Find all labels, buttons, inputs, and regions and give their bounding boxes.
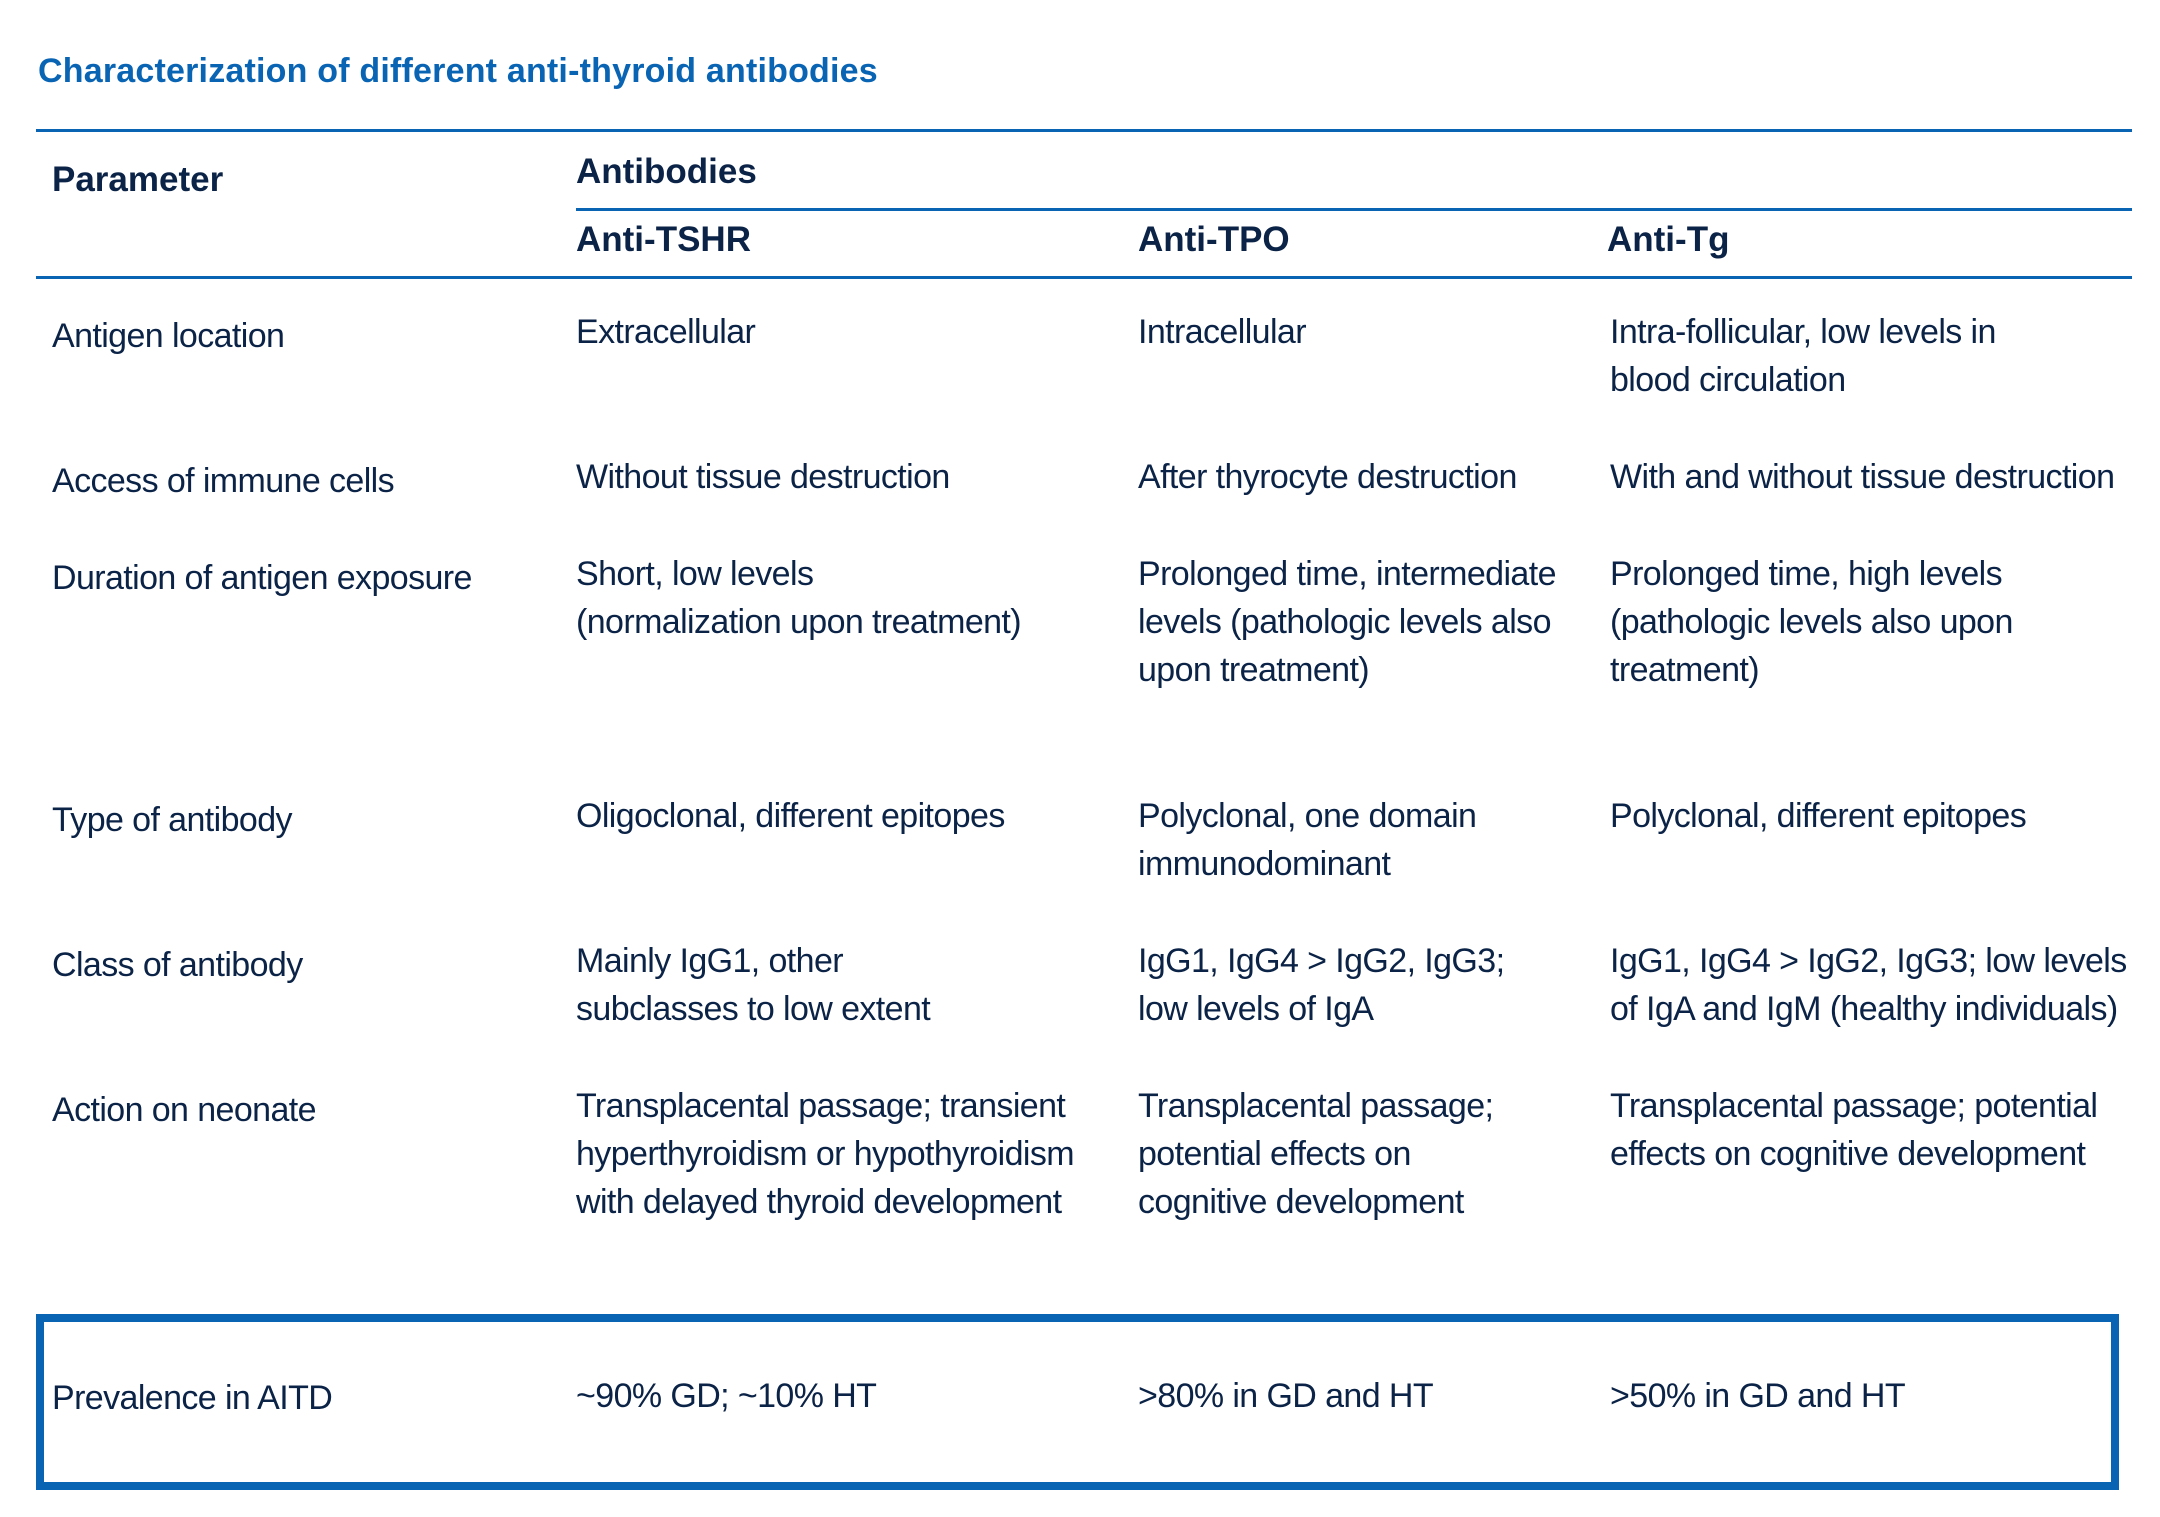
cell-anti-tpo: IgG1, IgG4 > IgG2, IgG3; low levels of IgA	[1138, 942, 1505, 1028]
cell-parameter: Type of antibody	[52, 801, 292, 839]
cell-anti-tg: Intra-follicular, low levels in blood circulation	[1610, 313, 1996, 399]
header-anti-tpo: Anti-TPO	[1138, 220, 1290, 259]
cell-anti-tg: Prolonged time, high levels (pathologic levels also upon treatment)	[1610, 555, 2013, 689]
cell-anti-tpo: Transplacental passage; potential effects on cognitive development	[1138, 1087, 1494, 1221]
cell-parameter: Duration of antigen exposure	[52, 559, 472, 597]
header-parameter: Parameter	[52, 160, 224, 199]
cell-anti-tshr: Oligoclonal, different epitopes	[576, 797, 1005, 835]
cell-parameter: Prevalence in AITD	[52, 1379, 333, 1417]
cell-parameter: Class of antibody	[52, 946, 303, 984]
top-rule	[36, 129, 2132, 132]
header-anti-tshr: Anti-TSHR	[576, 220, 751, 259]
cell-anti-tg: With and without tissue destruction	[1610, 458, 2115, 496]
cell-anti-tg: Transplacental passage; potential effects on cognitive development	[1610, 1087, 2098, 1173]
cell-anti-tpo: >80% in GD and HT	[1138, 1377, 1434, 1415]
cell-anti-tg: >50% in GD and HT	[1610, 1377, 1906, 1415]
cell-anti-tg: Polyclonal, different epitopes	[1610, 797, 2027, 835]
cell-anti-tshr: Mainly IgG1, other subclasses to low extent	[576, 942, 931, 1028]
header-anti-tg: Anti-Tg	[1607, 220, 1730, 259]
header-antibodies: Antibodies	[576, 152, 757, 191]
cell-anti-tpo: Prolonged time, intermediate levels (pathologic levels also upon treatment)	[1138, 555, 1556, 689]
table-title: Characterization of different anti-thyroid antibodies	[38, 52, 878, 90]
cell-anti-tshr: Extracellular	[576, 313, 756, 351]
cell-anti-tpo: After thyrocyte destruction	[1138, 458, 1517, 496]
antibodies-rule	[576, 208, 2132, 211]
cell-anti-tshr: ~90% GD; ~10% HT	[576, 1377, 877, 1415]
cell-anti-tshr: Without tissue destruction	[576, 458, 950, 496]
cell-anti-tpo: Polyclonal, one domain immunodominant	[1138, 797, 1477, 883]
header-bottom-rule	[36, 276, 2132, 279]
cell-anti-tshr: Short, low levels (normalization upon treatment)	[576, 555, 1022, 641]
cell-anti-tpo: Intracellular	[1138, 313, 1306, 351]
cell-parameter: Action on neonate	[52, 1091, 316, 1129]
cell-anti-tshr: Transplacental passage; transient hyperthyroidism or hypothyroidism with delayed thyroid development	[576, 1087, 1074, 1221]
cell-anti-tg: IgG1, IgG4 > IgG2, IgG3; low levels of IgA and IgM (healthy individuals)	[1610, 942, 2127, 1028]
cell-parameter: Antigen location	[52, 317, 285, 355]
cell-parameter: Access of immune cells	[52, 462, 395, 500]
